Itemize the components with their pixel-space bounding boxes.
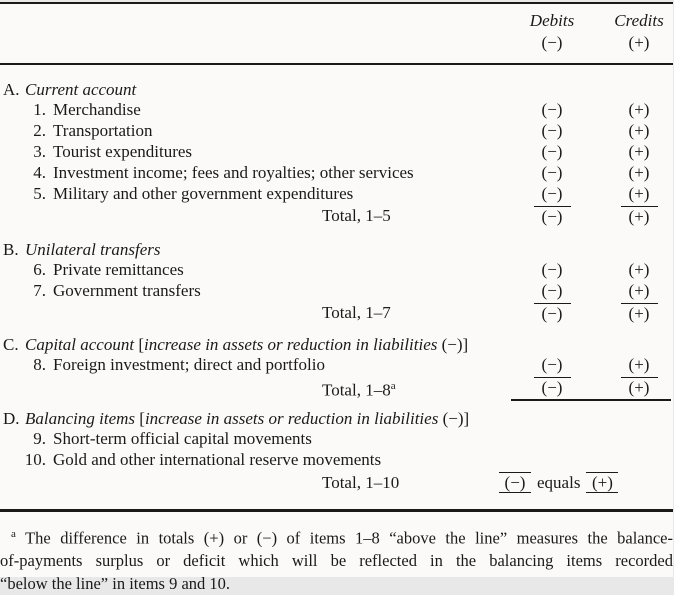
table-header-rule <box>0 63 673 65</box>
debit-value: (−) <box>517 259 587 280</box>
section-header-row <box>0 410 673 428</box>
bracket-tail: (−)] <box>437 335 468 354</box>
bracket-text: increase in assets or reduction in liabilities <box>145 409 438 428</box>
credit-value: (+) <box>604 141 674 162</box>
grand-total-row <box>0 470 673 496</box>
grand-total-credit-value: (+) <box>586 472 618 493</box>
bracket-tail: (−)] <box>438 409 469 428</box>
footnote <box>0 512 673 595</box>
item-label: Government transfers <box>53 281 201 300</box>
debit-value: (−) <box>517 280 587 301</box>
item-number: 2. <box>0 120 46 141</box>
table-body <box>0 81 673 496</box>
item-label: Merchandise <box>53 100 141 119</box>
item-number: 7. <box>0 280 46 301</box>
credits-sign: (+) <box>604 33 674 53</box>
table-row <box>0 120 673 141</box>
total-label-text: Total, 1–5 <box>322 206 391 225</box>
item-number: 6. <box>0 259 46 280</box>
footnote-marker: a <box>11 528 16 540</box>
total-label <box>322 204 391 227</box>
debits-label: Debits <box>517 11 587 31</box>
item-number: 9. <box>0 428 46 449</box>
total-debit-cell <box>517 302 587 325</box>
total-debit-value: (−) <box>534 303 571 324</box>
credit-value: (+) <box>604 162 674 183</box>
item-label: Military and other government expenditures <box>53 184 353 203</box>
total-label-text: Total, 1–8 <box>322 381 391 400</box>
item-number: 8. <box>0 354 46 375</box>
bracket-text: increase in assets or reduction in liabilities <box>144 335 437 354</box>
section-letter: C. <box>3 336 25 354</box>
section-title: Unilateral transfers <box>25 240 161 259</box>
credits-label: Credits <box>604 11 674 31</box>
footnote-line: “below the line” in items 9 and 10. <box>0 573 673 595</box>
debits-column-header <box>517 11 587 53</box>
footnote-text: The difference in totals (+) or (−) of items 1–8 “above the line” measures the balance- <box>25 529 673 548</box>
total-row <box>0 375 673 398</box>
bracket-open: [ <box>135 409 145 428</box>
debit-value: (−) <box>517 141 587 162</box>
total-row <box>0 301 673 324</box>
table-row <box>0 259 673 280</box>
debit-value: (−) <box>517 354 587 375</box>
table-row <box>0 141 673 162</box>
footnote-line <box>0 523 673 550</box>
footnote-line: of-payments surplus or deficit which will be reflected in the balancing items recorded <box>0 550 673 573</box>
item-number: 1. <box>0 99 46 120</box>
debits-sign: (−) <box>517 33 587 53</box>
table-row <box>0 354 673 375</box>
credit-value: (+) <box>604 354 674 375</box>
section-header-row <box>0 81 673 99</box>
table-row <box>0 99 673 120</box>
total-debit-value: (−) <box>534 206 571 227</box>
credit-value: (+) <box>604 183 674 204</box>
item-label: Tourist expenditures <box>53 142 192 161</box>
debit-value: (−) <box>517 99 587 120</box>
total-debit-value: (−) <box>534 377 571 398</box>
item-number: 10. <box>0 449 46 470</box>
credit-value: (+) <box>604 280 674 301</box>
section-title: Capital account <box>25 335 134 354</box>
item-label: Transportation <box>53 121 153 140</box>
section-header-row <box>0 241 673 259</box>
total-credit-cell <box>604 205 674 228</box>
section-title: Balancing items <box>25 409 135 428</box>
section-letter: D. <box>3 410 25 428</box>
total-debit-cell <box>517 376 587 399</box>
item-number: 5. <box>0 183 46 204</box>
total-debit-cell <box>517 205 587 228</box>
total-credit-value: (+) <box>621 377 658 398</box>
grand-total-debit-value: (−) <box>499 472 531 493</box>
grand-total-values <box>499 472 618 493</box>
total-row <box>0 204 673 227</box>
item-label: Private remittances <box>53 260 184 279</box>
total-credit-cell <box>604 376 674 399</box>
total-credit-cell <box>604 302 674 325</box>
section-letter: B. <box>3 241 25 259</box>
bracket-open: [ <box>134 335 144 354</box>
debit-value: (−) <box>517 162 587 183</box>
section-header-row <box>0 336 673 354</box>
table-column-headers <box>0 4 673 63</box>
item-label: Investment income; fees and royalties; other services <box>53 163 414 182</box>
table-row <box>0 280 673 301</box>
credit-value: (+) <box>604 99 674 120</box>
table-row <box>0 449 673 470</box>
total-credit-value: (+) <box>621 206 658 227</box>
item-number: 3. <box>0 141 46 162</box>
above-the-line-rule <box>511 399 671 401</box>
credits-column-header <box>604 11 674 53</box>
item-label: Short-term official capital movements <box>53 429 312 448</box>
total-label-text: Total, 1–7 <box>322 303 391 322</box>
equals-word: equals <box>537 473 580 492</box>
section-title: Current account <box>25 80 136 99</box>
balance-of-payments-table-page <box>0 2 673 577</box>
total-label <box>322 301 391 324</box>
item-label: Gold and other international reserve movements <box>53 450 381 469</box>
footnote-marker: a <box>391 380 396 392</box>
table-row <box>0 162 673 183</box>
total-credit-value: (+) <box>621 303 658 324</box>
table-row <box>0 183 673 204</box>
total-label-text: Total, 1–10 <box>322 473 399 492</box>
section-letter: A. <box>3 81 25 99</box>
table-row <box>0 428 673 449</box>
credit-value: (+) <box>604 120 674 141</box>
total-label <box>322 470 399 496</box>
item-number: 4. <box>0 162 46 183</box>
total-label <box>322 375 396 402</box>
debit-value: (−) <box>517 183 587 204</box>
debit-value: (−) <box>517 120 587 141</box>
credit-value: (+) <box>604 259 674 280</box>
item-label: Foreign investment; direct and portfolio <box>53 355 325 374</box>
